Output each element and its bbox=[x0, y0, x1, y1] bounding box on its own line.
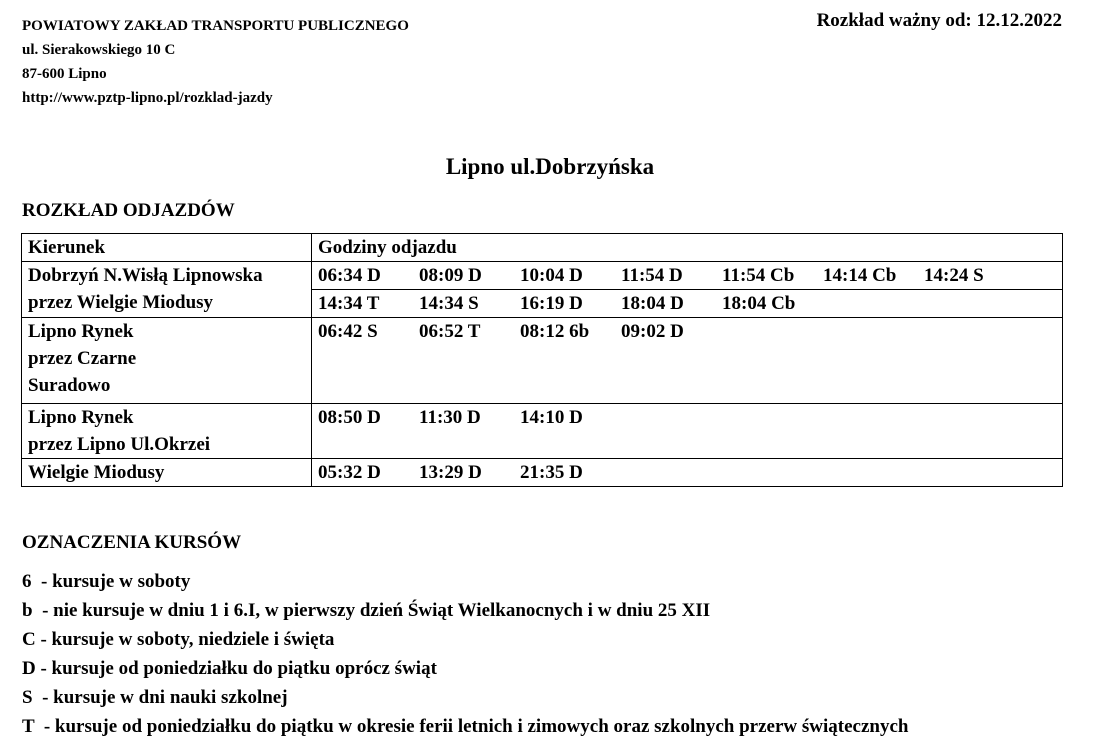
departure-times-cell bbox=[312, 459, 1063, 487]
route-direction bbox=[22, 459, 312, 487]
legend-list bbox=[22, 567, 908, 741]
timetable-section-title: ROZKŁAD ODJAZDÓW bbox=[22, 200, 235, 221]
departure-time: 18:04 D bbox=[621, 293, 684, 314]
direction-line: Wielgie Miodusy bbox=[28, 462, 165, 483]
legend-item: S - kursuje w dni nauki szkolnej bbox=[22, 687, 288, 708]
direction-line: przez Wielgie Miodusy bbox=[28, 292, 214, 313]
departure-time: 14:24 S bbox=[924, 265, 984, 286]
departure-time: 14:14 Cb bbox=[823, 265, 897, 286]
departures-table bbox=[21, 233, 1063, 487]
table-row bbox=[22, 318, 1063, 404]
departure-time: 14:34 T bbox=[318, 293, 380, 314]
operator-city: 87-600 Lipno bbox=[22, 66, 107, 82]
legend-item: b - nie kursuje w dniu 1 i 6.I, w pierwszy dzień Świąt Wielkanocnych i w dniu 25 XII bbox=[22, 600, 711, 621]
departure-time: 06:52 T bbox=[419, 321, 481, 342]
departure-time: 13:29 D bbox=[419, 462, 482, 483]
departure-times-cell bbox=[312, 318, 1063, 404]
legend-section-title: OZNACZENIA KURSÓW bbox=[22, 532, 242, 553]
col-header-direction: Kierunek bbox=[22, 234, 312, 262]
departure-time: 06:42 S bbox=[318, 321, 378, 342]
departure-time: 11:54 Cb bbox=[722, 265, 795, 286]
departure-time: 10:04 D bbox=[520, 265, 583, 286]
direction-line: Lipno Rynek bbox=[28, 321, 134, 342]
table-header-row bbox=[22, 234, 1063, 262]
departure-time: 11:30 D bbox=[419, 407, 481, 428]
departure-time: 05:32 D bbox=[318, 462, 381, 483]
legend-item: D - kursuje od poniedziałku do piątku oprócz świąt bbox=[22, 658, 437, 679]
departure-times-cell bbox=[312, 262, 1063, 290]
departure-time: 18:04 Cb bbox=[722, 293, 796, 314]
table-row bbox=[22, 262, 1063, 290]
valid-from-date: Rozkład ważny od: 12.12.2022 bbox=[816, 10, 1062, 31]
direction-line: przez Czarne bbox=[28, 348, 137, 369]
col-header-times: Godziny odjazdu bbox=[312, 234, 1063, 262]
legend-item: C - kursuje w soboty, niedziele i święta bbox=[22, 629, 335, 650]
direction-line: Dobrzyń N.Wisłą Lipnowska bbox=[28, 265, 263, 286]
legend-item: 6 - kursuje w soboty bbox=[22, 571, 191, 592]
direction-line: Suradowo bbox=[28, 375, 111, 396]
table-row bbox=[22, 459, 1063, 487]
operator-name: POWIATOWY ZAKŁAD TRANSPORTU PUBLICZNEGO bbox=[22, 18, 409, 34]
direction-line: przez Lipno Ul.Okrzei bbox=[28, 434, 211, 455]
route-direction bbox=[22, 318, 312, 404]
operator-url[interactable]: http://www.pztp-lipno.pl/rozklad-jazdy bbox=[22, 90, 273, 106]
departure-time: 08:12 6b bbox=[520, 321, 590, 342]
stop-name: Lipno ul.Dobrzyńska bbox=[445, 154, 655, 179]
departure-time: 21:35 D bbox=[520, 462, 583, 483]
operator-street: ul. Sierakowskiego 10 C bbox=[22, 42, 176, 58]
departure-time: 11:54 D bbox=[621, 265, 683, 286]
departure-time: 06:34 D bbox=[318, 265, 381, 286]
departure-time: 14:34 S bbox=[419, 293, 479, 314]
departure-time: 08:09 D bbox=[419, 265, 482, 286]
table-row bbox=[22, 404, 1063, 459]
route-direction bbox=[22, 404, 312, 459]
departure-times-cell bbox=[312, 290, 1063, 318]
direction-line: Lipno Rynek bbox=[28, 407, 134, 428]
operator-address bbox=[22, 14, 409, 110]
departure-times-cell bbox=[312, 404, 1063, 459]
departure-time: 08:50 D bbox=[318, 407, 381, 428]
departure-time: 14:10 D bbox=[520, 407, 583, 428]
departure-time: 16:19 D bbox=[520, 293, 583, 314]
route-direction bbox=[22, 262, 312, 318]
departure-time: 09:02 D bbox=[621, 321, 684, 342]
legend-item: T - kursuje od poniedziałku do piątku w okresie ferii letnich i zimowych oraz szkolnych przerw świątecznych bbox=[22, 716, 909, 737]
departures-table-body bbox=[22, 234, 1063, 487]
